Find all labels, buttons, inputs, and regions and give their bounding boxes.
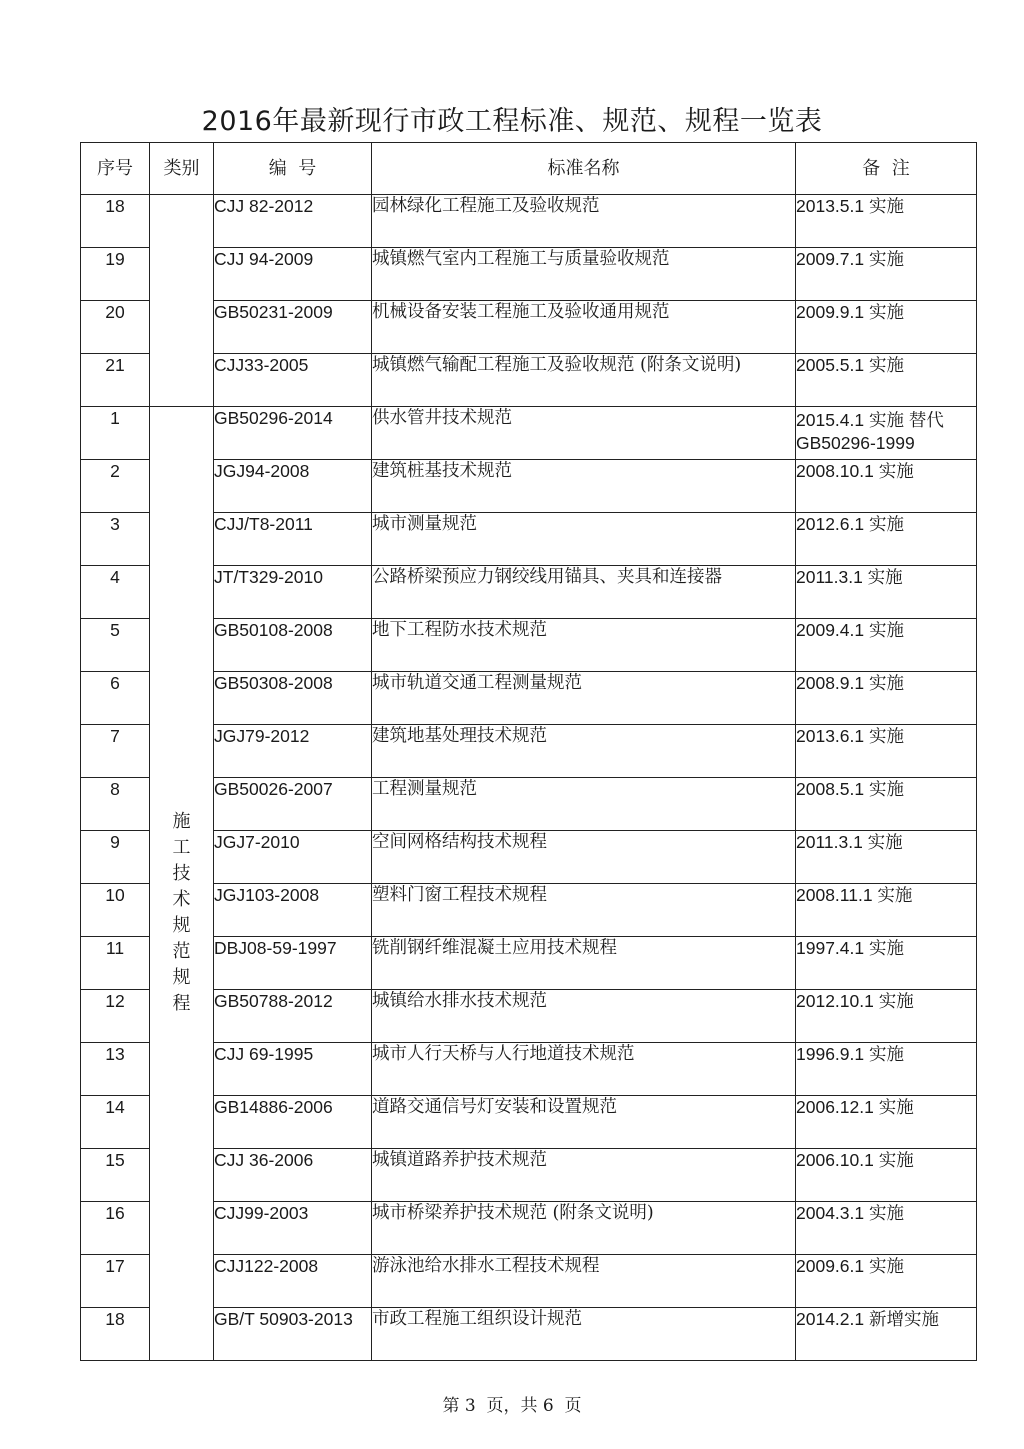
standard-code: JGJ103-2008 — [214, 884, 372, 937]
row-number: 9 — [81, 831, 150, 884]
standard-code: DBJ08-59-1997 — [214, 937, 372, 990]
remark-cell — [796, 831, 977, 884]
remark-cell — [796, 1096, 977, 1149]
standard-code: JGJ7-2010 — [214, 831, 372, 884]
row-number: 20 — [81, 301, 150, 354]
row-number: 10 — [81, 884, 150, 937]
table-row — [81, 937, 977, 990]
remark-cell — [796, 1255, 977, 1308]
standard-code: GB50108-2008 — [214, 619, 372, 672]
remark-cell — [796, 301, 977, 354]
table-row — [81, 1255, 977, 1308]
header-name: 标准名称 — [372, 143, 796, 195]
remark-text: 2014.2.1 新增实施 — [796, 1309, 939, 1329]
standard-code: CJJ 36-2006 — [214, 1149, 372, 1202]
page-footer: 第 3 页，共 6 页 — [442, 1396, 582, 1416]
table-row — [81, 1149, 977, 1202]
standards-table — [80, 142, 977, 1361]
standard-code: GB50231-2009 — [214, 301, 372, 354]
standard-code: JT/T329-2010 — [214, 566, 372, 619]
standard-name: 园林绿化工程施工及验收规范 — [372, 195, 796, 248]
remark-text: 2006.12.1 实施 — [796, 1097, 914, 1117]
category-cell-previous — [150, 195, 214, 407]
remark-text: 2013.6.1 实施 — [796, 726, 904, 746]
remark-cell — [796, 1149, 977, 1202]
table-row — [81, 248, 977, 301]
standard-code: JGJ94-2008 — [214, 460, 372, 513]
category-label: 施工技术规范规程 — [172, 811, 191, 1014]
row-number: 3 — [81, 513, 150, 566]
row-number: 21 — [81, 354, 150, 407]
table-row — [81, 725, 977, 778]
standard-name: 建筑地基处理技术规范 — [372, 725, 796, 778]
remark-text: 2009.4.1 实施 — [796, 620, 904, 640]
remark-cell — [796, 407, 977, 460]
table-row — [81, 1308, 977, 1361]
standard-name: 城市测量规范 — [372, 513, 796, 566]
page-title: 2016年最新现行市政工程标准、规范、规程一览表 — [201, 106, 823, 137]
table-row — [81, 884, 977, 937]
remark-text: 2012.10.1 实施 — [796, 991, 914, 1011]
remark-text: 2009.7.1 实施 — [796, 249, 904, 269]
row-number: 12 — [81, 990, 150, 1043]
standard-code: GB/T 50903-2013 — [214, 1308, 372, 1361]
remark-text: 1996.9.1 实施 — [796, 1044, 904, 1064]
table-row — [81, 460, 977, 513]
standard-name: 城镇燃气输配工程施工及验收规范 (附条文说明) — [372, 354, 796, 407]
header-no: 序号 — [81, 143, 150, 195]
table-row — [81, 513, 977, 566]
remark-text: 2011.3.1 实施 — [796, 832, 903, 852]
standard-name: 城镇道路养护技术规范 — [372, 1149, 796, 1202]
row-number: 8 — [81, 778, 150, 831]
remark-text: 2004.3.1 实施 — [796, 1203, 904, 1223]
row-number: 6 — [81, 672, 150, 725]
remark-text: 1997.4.1 实施 — [796, 938, 904, 958]
row-number: 1 — [81, 407, 150, 460]
row-number: 19 — [81, 248, 150, 301]
header-category: 类别 — [150, 143, 214, 195]
row-number: 5 — [81, 619, 150, 672]
standard-name: 城市轨道交通工程测量规范 — [372, 672, 796, 725]
table-row — [81, 619, 977, 672]
standard-code: CJJ 82-2012 — [214, 195, 372, 248]
standard-name: 市政工程施工组织设计规范 — [372, 1308, 796, 1361]
table-row — [81, 1096, 977, 1149]
category-cell — [150, 407, 214, 1361]
row-number: 7 — [81, 725, 150, 778]
standard-name: 铣削钢纤维混凝土应用技术规程 — [372, 937, 796, 990]
table-row — [81, 778, 977, 831]
remark-cell — [796, 937, 977, 990]
remark-text: 2008.5.1 实施 — [796, 779, 904, 799]
header-code: 编 号 — [214, 143, 372, 195]
standard-name: 道路交通信号灯安装和设置规范 — [372, 1096, 796, 1149]
standard-code: CJJ 94-2009 — [214, 248, 372, 301]
row-number: 14 — [81, 1096, 150, 1149]
standard-code: GB50308-2008 — [214, 672, 372, 725]
remark-cell — [796, 884, 977, 937]
table-row — [81, 1202, 977, 1255]
standard-code: GB50788-2012 — [214, 990, 372, 1043]
table-row — [81, 354, 977, 407]
standard-code: CJJ 69-1995 — [214, 1043, 372, 1096]
standard-name: 工程测量规范 — [372, 778, 796, 831]
remark-text: 2005.5.1 实施 — [796, 355, 904, 375]
standard-code: CJJ122-2008 — [214, 1255, 372, 1308]
standard-name: 供水管井技术规范 — [372, 407, 796, 460]
table-row — [81, 672, 977, 725]
standard-name: 机械设备安装工程施工及验收通用规范 — [372, 301, 796, 354]
remark-text: 2008.10.1 实施 — [796, 461, 914, 481]
remark-text: 2013.5.1 实施 — [796, 196, 904, 216]
standard-name: 公路桥梁预应力钢绞线用锚具、夹具和连接器 — [372, 566, 796, 619]
standard-name: 塑料门窗工程技术规程 — [372, 884, 796, 937]
remark-cell — [796, 1308, 977, 1361]
standard-code: CJJ99-2003 — [214, 1202, 372, 1255]
remark-cell — [796, 990, 977, 1043]
remark-cell — [796, 566, 977, 619]
remark-text: 2008.11.1 实施 — [796, 885, 913, 905]
standard-name: 城市人行天桥与人行地道技术规范 — [372, 1043, 796, 1096]
standard-name: 建筑桩基技术规范 — [372, 460, 796, 513]
remark-cell — [796, 1202, 977, 1255]
standard-code: JGJ79-2012 — [214, 725, 372, 778]
header-remark: 备 注 — [796, 143, 977, 195]
remark-text: 2012.6.1 实施 — [796, 514, 904, 534]
row-number: 16 — [81, 1202, 150, 1255]
row-number: 18 — [81, 195, 150, 248]
table-row — [81, 990, 977, 1043]
remark-cell — [796, 354, 977, 407]
table-row — [81, 566, 977, 619]
row-number: 4 — [81, 566, 150, 619]
table-row — [81, 195, 977, 248]
standard-code: CJJ33-2005 — [214, 354, 372, 407]
remark-cell — [796, 248, 977, 301]
standard-code: CJJ/T8-2011 — [214, 513, 372, 566]
row-number: 11 — [81, 937, 150, 990]
table-header-row — [81, 143, 977, 195]
remark-cell — [796, 725, 977, 778]
table-row — [81, 831, 977, 884]
standard-name: 城市桥梁养护技术规范 (附条文说明) — [372, 1202, 796, 1255]
standard-name: 空间网格结构技术规程 — [372, 831, 796, 884]
standard-name: 城镇燃气室内工程施工与质量验收规范 — [372, 248, 796, 301]
remark-text: 2009.9.1 实施 — [796, 302, 904, 322]
remark-text: 2015.4.1 实施 替代GB50296-1999 — [796, 410, 944, 453]
standard-code: GB14886-2006 — [214, 1096, 372, 1149]
row-number: 17 — [81, 1255, 150, 1308]
row-number: 13 — [81, 1043, 150, 1096]
remark-text: 2006.10.1 实施 — [796, 1150, 914, 1170]
remark-cell — [796, 1043, 977, 1096]
remark-text: 2008.9.1 实施 — [796, 673, 904, 693]
table-row — [81, 301, 977, 354]
remark-text: 2009.6.1 实施 — [796, 1256, 904, 1276]
table-row — [81, 1043, 977, 1096]
standard-code: GB50026-2007 — [214, 778, 372, 831]
remark-cell — [796, 619, 977, 672]
standard-name: 游泳池给水排水工程技术规程 — [372, 1255, 796, 1308]
remark-cell — [796, 513, 977, 566]
standard-code: GB50296-2014 — [214, 407, 372, 460]
remark-cell — [796, 672, 977, 725]
remark-cell — [796, 195, 977, 248]
row-number: 15 — [81, 1149, 150, 1202]
remark-cell — [796, 460, 977, 513]
row-number: 2 — [81, 460, 150, 513]
remark-text: 2011.3.1 实施 — [796, 567, 903, 587]
standard-name: 城镇给水排水技术规范 — [372, 990, 796, 1043]
row-number: 18 — [81, 1308, 150, 1361]
remark-cell — [796, 778, 977, 831]
table-row — [81, 407, 977, 460]
standard-name: 地下工程防水技术规范 — [372, 619, 796, 672]
